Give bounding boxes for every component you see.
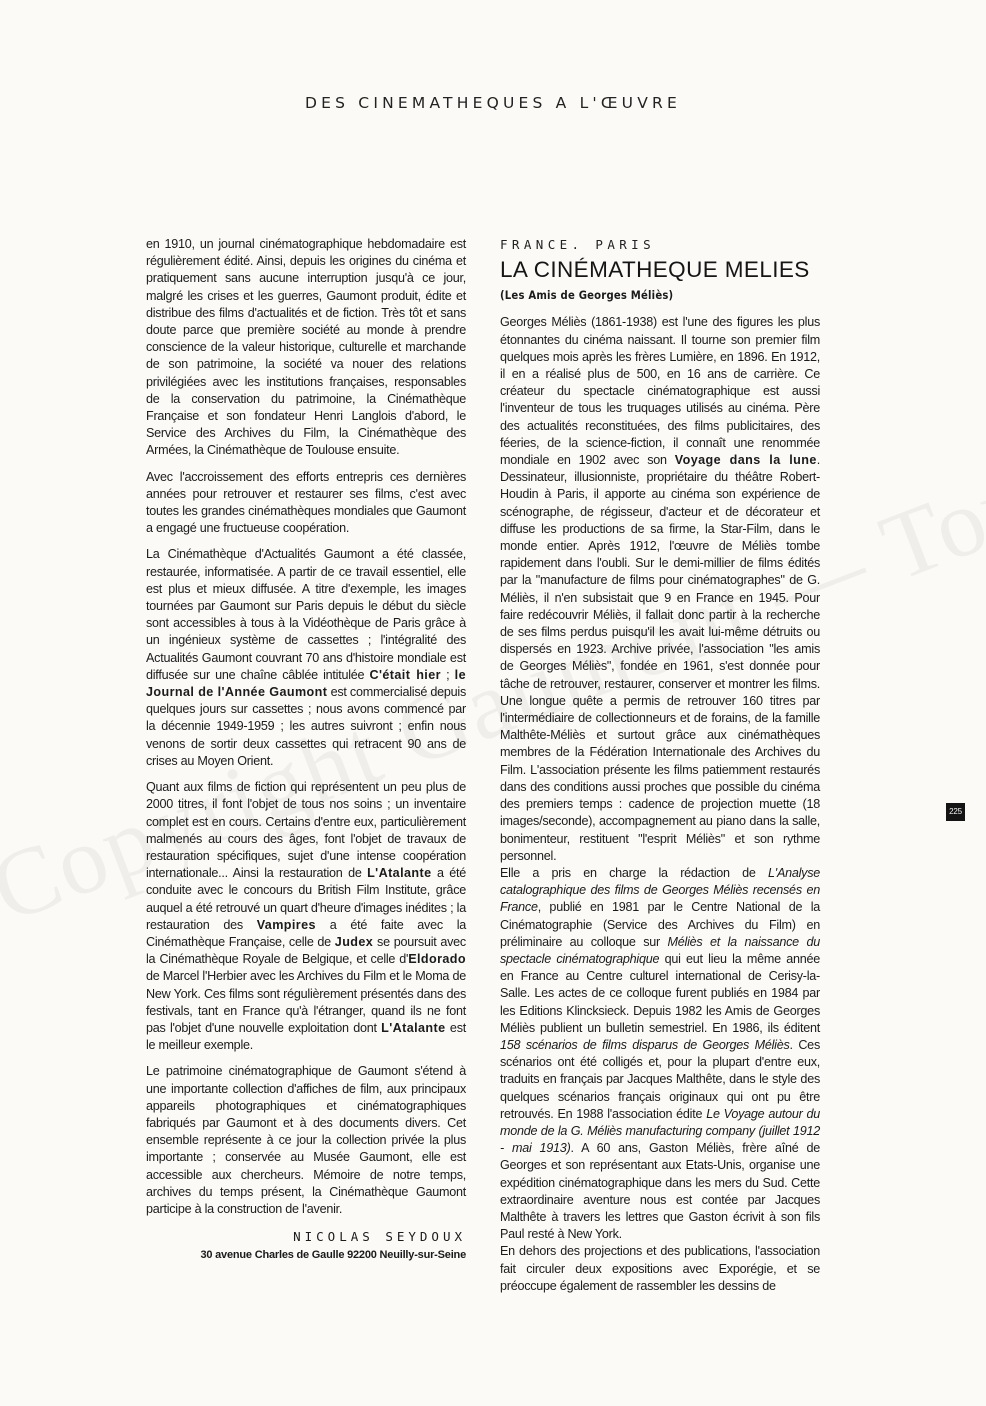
film-title: Voyage dans la lune <box>674 453 817 468</box>
paragraph <box>500 865 820 1243</box>
text-run: a été conduite avec le concours du British Film Institute, grâce auquel a été retrouvé un quart d'heure d'images inédites ; la restauration des <box>146 866 467 932</box>
bold-title: C'était hier <box>369 667 441 682</box>
paragraph: en 1910, un journal cinématographique hebdomadaire est régulièrement édité. Ainsi, depuis les origines du cinéma et pratiquement sans aucune interruption jusqu'à ce jour, malgré les crises et les guerres, Gaumont produit, édite et distribue des films d'actualités et de fiction. Très tôt et sans doute parce que première société au monde à prendre conscience de la valeur historique, culturelle et marchande de son patrimoine, la société va nouer des relations privilégiées avec les institutions françaises, responsables de la conservation du patrimoine, la Cinémathèque Française et son fondateur Henri Langlois d'abord, le Service des Archives du Film, la Cinémathèque des Armées, la Cinémathèque de Toulouse ensuite. <box>146 237 466 458</box>
text-run: Georges Méliès (1861-1938) est l'une des figures les plus étonnantes du cinéma naissant. Il tourne son premier film quelques mois après les frères Lumière, en 1896. En 1912, il en a réalisé plus de 500, en 16 ans de carrière. Ce créateur du spectacle cinématographique est aussi l'inventeur de tous les truquages utilisés au cinéma. Père des actualités reconstituées, des films publicitaires, des féeries, de la science-fiction, il connaît une renommée mondiale en 1902 avec son <box>500 315 820 468</box>
paragraph <box>146 546 466 770</box>
text-run: . Dessinateur, illusionniste, propriétaire du théâtre Robert-Houdin à Paris, il apporte au cinéma son expérience de scénographe, de régisseur, d'acteur et de décorateur et diffuse les productions de sa firme, la Star-Film, dans le monde entier. Après 1912, l'œuvre de Méliès tombe rapidement dans l'oubli. Sur le demi-millier de films édités par la "manufacture de films pour cinématographes" de G. Méliès, il n'en subsistait que 9 en France en 1945. Pour faire redécouvrir Méliès, il fallait donc partir à la recherche de ses films perdus puisqu'il les avait lui-même détruits ou dispersés en 1923. Archive privée, l'association "les amis de Georges Méliès", fondée en 1961, s'est donnée pour tâche de retrouver, restaurer, conserver et montrer les films. Une longue quête a permis de retrouver 160 titres par l'intermédiaire de collectionneurs et de forains, de la famille Malthête-Méliès et surtout grâce aux cinémathèques membres de la Fédération Internationale des Archives du Film. L'association présente les films patiemment restaurés dans des conditions aussi proches que possible du cinéma des premiers temps : cadence de projection muette (18 images/seconde), accompagnement au piano dans la salle, bonimenteur, restituent "l'esprit Méliès" et son rythme personnel. <box>500 453 820 863</box>
paragraph <box>146 779 466 1054</box>
section-title: LA CINÉMATHEQUE MELIES <box>500 257 810 283</box>
italic-title: 158 scénarios de films disparus de Georges Méliès <box>500 1037 790 1052</box>
text-run: se poursuit avec la Cinémathèque Royale de Belgique, et celle d' <box>146 934 466 967</box>
author-signature: NICOLAS SEYDOUX <box>293 1229 466 1245</box>
bold-title: le Journal de l'Année Gaumont <box>146 667 466 700</box>
text-run: est commercialisé depuis quelques jours sur cassettes ; nous avons commencé par la décennie 1949-1959 ; les autres suivront ; enfin nous venons de sortir deux cassettes qui retracent 90 ans de crises au Moyen Orient. <box>146 685 466 768</box>
text-run: qui eut lieu la même année en France au Centre culturel international de Cerisy-la-Salle. Les actes de ce colloque furent publiés en 1984 par les Editions Klincksieck. Depuis 1982 les Amis de Georges Méliès publient un bulletin semestriel. En 1986, ils éditent <box>500 951 820 1035</box>
section-subtitle: (Les Amis de Georges Méliès) <box>500 289 674 303</box>
text-run: . Ces scénarios ont été colligés et, pour la plupart d'entre eux, traduits en français par Jacques Malthête, dans le style des quelques scénarios français originaux qui ont pu être retrouvés. En 1988 l'association édite <box>500 1037 820 1121</box>
film-title: Vampires <box>256 917 316 932</box>
paragraph: Le patrimoine cinématographique de Gaumont s'étend à une importante collection d'affiches de film, aux principaux appareils photographiques et cinématographiques fabriqués par Gaumont et à des documents divers. Cet ensemble représente à ce jour la collection privée la plus importante ; conservée au Musée Gaumont, elle est accessible aux chercheurs. Mémoire de notre temps, archives du temps présent, la Cinémathèque Gaumont participe à la construction de l'avenir. <box>146 1064 466 1216</box>
text-run: Elle a pris en charge la rédaction de <box>500 865 769 880</box>
author-address: 30 avenue Charles de Gaulle 92200 Neuilly-sur-Seine <box>200 1249 466 1262</box>
text-run: de Marcel l'Herbier avec les Archives du Film et le Moma de New York. Ces films sont régulièrement présentés dans des festivals, tant en France qu'à l'étranger, quand ils ne font pas l'objet d'une nouvelle exploitation dont <box>146 969 466 1035</box>
film-title: L'Atalante <box>367 866 432 881</box>
italic-title: Méliès et la naissance du spectacle cinématographique <box>500 934 820 966</box>
film-title: L'Atalante <box>381 1020 446 1035</box>
film-title: Judex <box>334 934 374 949</box>
location-label: FRANCE. PARIS <box>500 237 656 252</box>
text-run: , publié en 1981 par le Centre National de la Cinématographie (Service des Archives du Film) en préliminaire au colloque sur <box>500 900 820 949</box>
italic-title: Le Voyage autour du monde de la G. Méliès manufacturing company (juillet 1912 - mai 1913) <box>500 1106 821 1156</box>
text-run: La Cinémathèque d'Actualités Gaumont a été classée, restaurée, informatisée. A partir de ce travail essentiel, elle est plus et mieux diffusée. A titre d'exemple, les images tournées par Gaumont sur Paris depuis le début du siècle sont accessibles à tous à la Vidéothèque de Paris grâce à un ingénieux système de cassettes ; l'intégralité des Actualités Gaumont couvrant 70 ans d'histoire mondiale est diffusée sur une chaîne câblée intitulée <box>146 547 466 682</box>
paragraph: Avec l'accroissement des efforts entrepris ces dernières années pour retrouver et restaurer ses films, c'est avec toutes les grandes cinémathèques mondiales que Gaumont a engagé une fructueuse coopération. <box>146 469 466 536</box>
text-run: ; <box>440 667 455 682</box>
left-column <box>146 236 466 1265</box>
right-column <box>500 236 820 1295</box>
paragraph <box>500 314 820 865</box>
text-run: Quant aux films de fiction qui représentent un peu plus de 2000 titres, il font l'objet de tous nos soins ; un inventaire complet est en cours. Certains d'entre eux, particulièrement malmenés au cours des âges, font l'objet de travaux de restauration spécifiques, sujet d'une intense coopération internationale... Ainsi la restauration de <box>146 780 466 881</box>
text-run: est le meilleur exemple. <box>146 1020 466 1053</box>
text-run: a été faite avec la Cinémathèque Française, celle de <box>146 917 466 949</box>
page-number-badge: 225 <box>946 803 965 821</box>
italic-title: L'Analyse catalographique des films de Georges Méliès recensés en France <box>500 865 820 915</box>
running-head: DES CINEMATHEQUES A L'ŒUVRE <box>305 94 681 112</box>
paragraph: En dehors des projections et des publications, l'association fait circuler deux expositions avec Exporégie, et se préoccupe également de rassembler les dessins de <box>500 1244 820 1293</box>
film-title: Eldorado <box>408 952 466 967</box>
text-run: . A 60 ans, Gaston Méliès, frère aîné de Georges et son représentant aux Etats-Unis, organise une expédition cinématographique dans les mers du Sud. Cette extraordinaire aventure nous est contée par Jacques Malthête à travers les lettres que Gaston écrivit à son fils Paul resté à New York. <box>500 1141 820 1242</box>
